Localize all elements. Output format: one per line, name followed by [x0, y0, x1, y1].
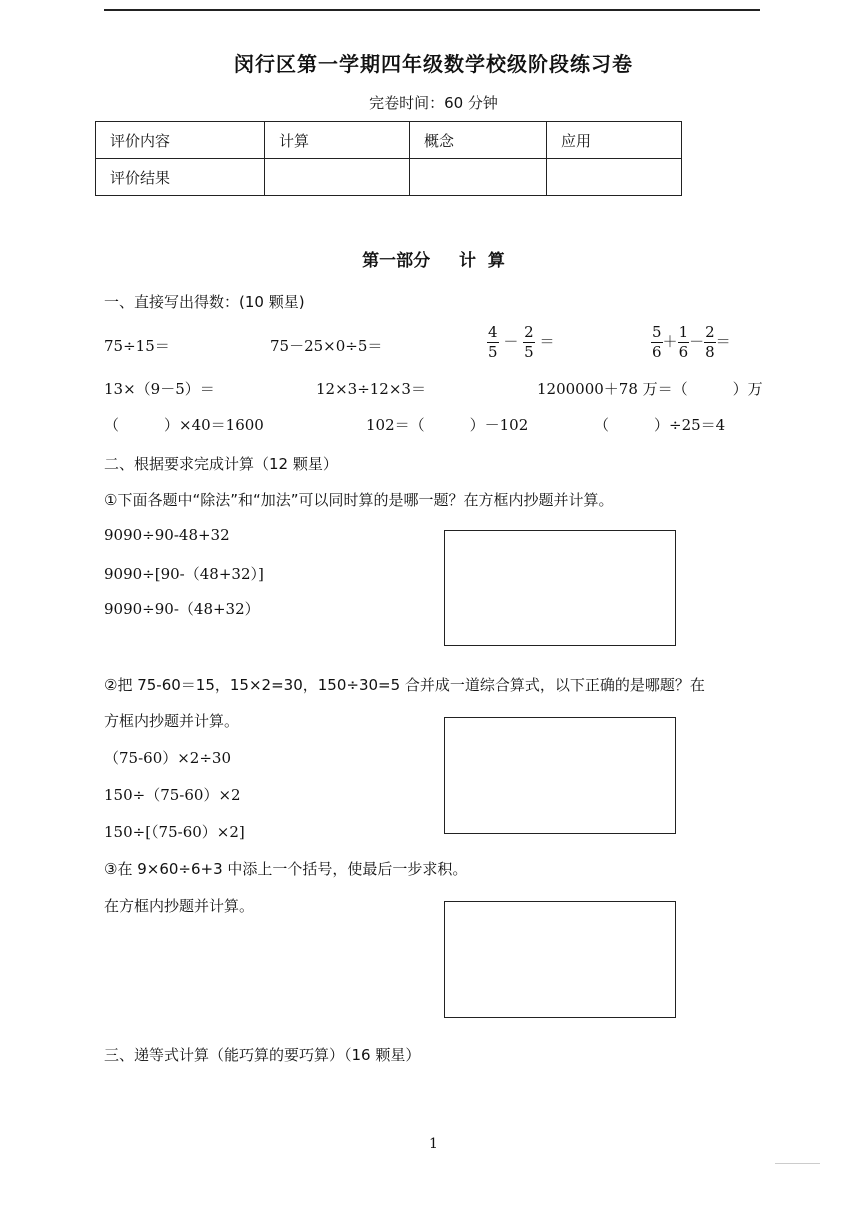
answer-box-3[interactable]	[444, 901, 676, 1018]
page-number: 1	[429, 1136, 438, 1152]
answer-box-2[interactable]	[444, 717, 676, 834]
question-2: 75－25×0÷5＝	[270, 337, 383, 355]
table-cell: 计算	[265, 122, 410, 159]
question-10: （ ）÷25＝4	[594, 416, 726, 434]
top-rule	[104, 9, 760, 11]
table-cell: 评价内容	[96, 122, 265, 159]
exam-time: 完卷时间：60 分钟	[369, 94, 498, 112]
section1-heading: 一、直接写出得数：(10 颗星)	[104, 293, 305, 311]
problem-1-option: 9090÷90-48+32	[104, 526, 230, 544]
problem-1-option: 9090÷[90-（48+32）]	[104, 565, 264, 583]
fraction: $\frac{1}{6}$	[678, 323, 689, 361]
result-cell-application[interactable]	[547, 159, 682, 196]
problem-3-text: 在方框内抄题并计算。	[104, 897, 255, 915]
question-7: 1200000＋78 万＝（ ）万	[537, 380, 763, 398]
scan-mark	[775, 1163, 820, 1164]
question-4: $\frac{5}{6}$ ＋ $\frac{1}{6}$ － $\frac{2}{8}$ ＝	[652, 323, 731, 361]
evaluation-table	[95, 121, 682, 196]
table-cell: 应用	[547, 122, 682, 159]
fraction: $\frac{2}{5}$	[524, 323, 534, 361]
fraction: $\frac{2}{8}$	[705, 323, 715, 361]
page-title: 闵行区第一学期四年级数学校级阶段练习卷	[234, 52, 633, 76]
table-cell: 概念	[410, 122, 547, 159]
answer-box-1[interactable]	[444, 530, 676, 646]
question-9: 102＝（ ）－102	[366, 416, 529, 434]
part-heading: 第一部分 计 算	[362, 251, 505, 271]
table-row	[96, 122, 682, 159]
question-3: $\frac{4}{5}$ － $\frac{2}{5}$ ＝	[488, 323, 555, 361]
problem-2-option: （75-60）×2÷30	[104, 749, 232, 767]
problem-2-text: 方框内抄题并计算。	[104, 712, 240, 730]
result-cell-calc[interactable]	[265, 159, 410, 196]
problem-2-option: 150÷（75-60）×2	[104, 786, 241, 804]
question-1: 75÷15＝	[104, 337, 170, 355]
problem-1-option: 9090÷90-（48+32）	[104, 600, 260, 618]
problem-2-option: 150÷[（75-60）×2]	[104, 823, 245, 841]
problem-1-text: ①下面各题中“除法”和“加法”可以同时算的是哪一题？在方框内抄题并计算。	[104, 491, 614, 509]
fraction: $\frac{5}{6}$	[652, 323, 662, 361]
problem-3-text: ③在 9×60÷6+3 中添上一个括号，使最后一步求积。	[104, 860, 468, 878]
section3-heading: 三、递等式计算（能巧算的要巧算）（16 颗星）	[104, 1046, 421, 1064]
fraction: $\frac{4}{5}$	[488, 323, 498, 361]
question-8: （ ）×40＝1600	[104, 416, 264, 434]
table-cell: 评价结果	[96, 159, 265, 196]
result-cell-concept[interactable]	[410, 159, 547, 196]
section2-heading: 二、根据要求完成计算（12 颗星）	[104, 455, 338, 473]
question-6: 12×3÷12×3＝	[316, 380, 426, 398]
question-5: 13×（9－5）＝	[104, 380, 215, 398]
table-row	[96, 159, 682, 196]
problem-2-text: ②把 75-60＝15，15×2=30，150÷30=5 合并成一道综合算式，以下正确的是哪题？在	[104, 676, 705, 694]
